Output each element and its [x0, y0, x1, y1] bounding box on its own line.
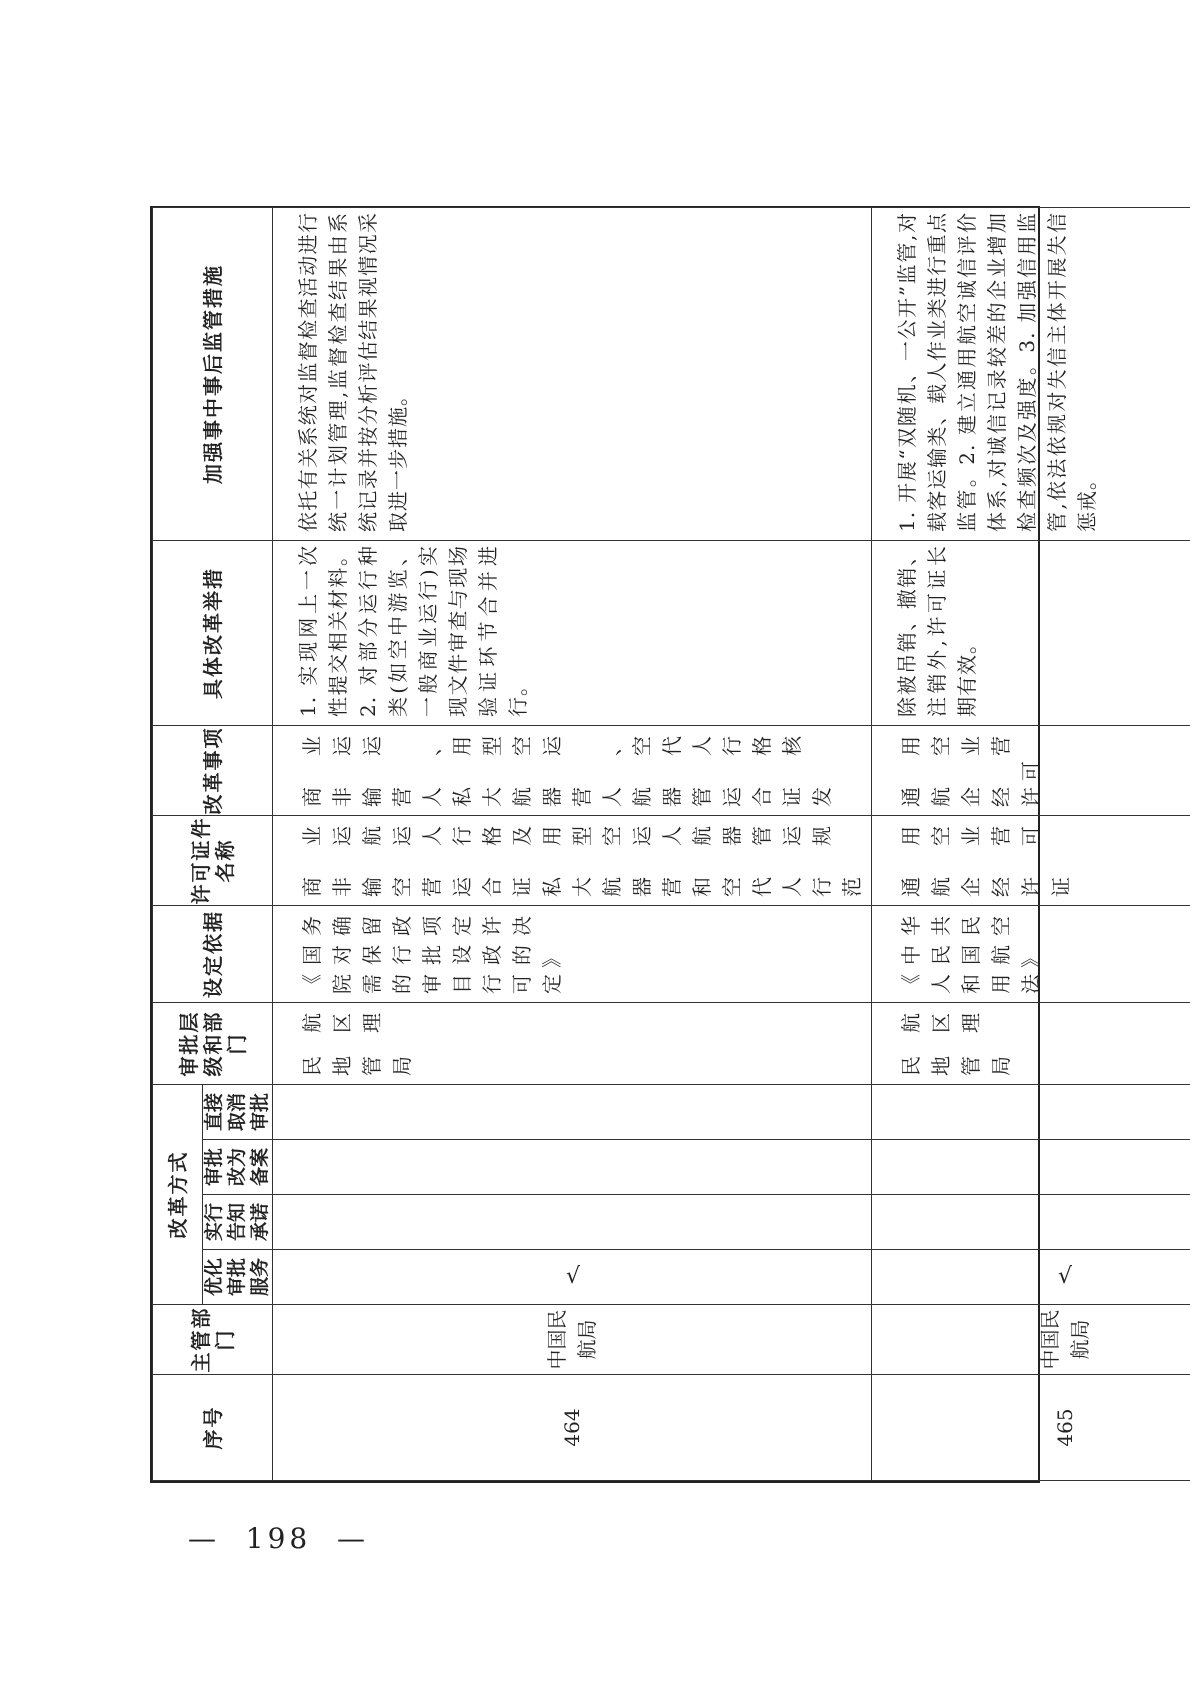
row-method-optimize — [273, 1250, 872, 1305]
header-level: 审批层级和部门 — [153, 1003, 273, 1085]
header-measures: 具体改革举措 — [153, 541, 273, 726]
row-basis: 《国务院对确需保留的行政审批项目设定行政许可的决定》 — [273, 906, 872, 1003]
row-measures: 1. 实现网上一次性提交相关材料。2. 对部分运行种类(如空中游览、一般商业运行)实现文件审查与现场验证环节合并进行。 — [273, 541, 872, 726]
header-row-1 — [153, 208, 203, 1481]
row-level: 民航地区管理局 — [872, 1003, 1190, 1085]
row-supervision: 依托有关系统对监督检查活动进行统一计划管理,监督检查结果由系统记录并按分析评估结果视情况采取进一步措施。 — [273, 208, 872, 541]
table-row — [273, 208, 872, 1481]
row-method-cancel — [872, 1085, 1190, 1140]
header-method-optimize: 优化审批服务 — [203, 1250, 273, 1305]
row-dept: 中国民航局 — [273, 1305, 872, 1375]
row-method-cancel — [273, 1085, 872, 1140]
row-supervision: 1. 开展“双随机、一公开”监管,对载客运输类、载人作业类进行重点监管。2. 建立通用航空诚信评价体系,对诚信记录较差的企业增加检查频次及强度。3. 加强信用监管,依法依规对失信主体开展失信惩戒。 — [872, 208, 1190, 541]
table-row — [872, 208, 1190, 1481]
row-license: 通用航空企业经营许可证 — [872, 816, 1190, 906]
header-method-record: 审批改为备案 — [203, 1140, 273, 1195]
row-item: 通用航空企业经营许可 — [872, 726, 1190, 816]
header-method-cancel: 直接取消审批 — [203, 1085, 273, 1140]
row-method-optimize — [872, 1250, 1190, 1305]
rotated-table — [152, 208, 1099, 1481]
row-level: 民航地区管理局 — [273, 1003, 872, 1085]
row-dept: 中国民航局 — [872, 1305, 1190, 1375]
page-number: — 198 — — [188, 1522, 370, 1555]
header-seq: 序号 — [153, 1375, 273, 1481]
header-method-notify: 实行告知承诺 — [203, 1195, 273, 1250]
row-method-record — [273, 1140, 872, 1195]
header-item: 改革事项 — [153, 726, 273, 816]
row-method-notify — [273, 1195, 872, 1250]
header-license: 许可证件名称 — [153, 816, 273, 906]
check-mark: √ — [565, 1264, 580, 1289]
row-seq: 465 — [872, 1375, 1190, 1481]
check-mark: √ — [1057, 1264, 1073, 1289]
row-basis: 《中华人民共和国民用航空法》 — [872, 906, 1190, 1003]
header-dept: 主管部门 — [153, 1305, 273, 1375]
row-item: 商业非运输运营人、私用大型航空器运营人、航空器代管人运行合格证核发 — [273, 726, 872, 816]
row-measures: 除被吊销、撤销、注销外,许可证长期有效。 — [872, 541, 1190, 726]
row-method-record — [872, 1140, 1190, 1195]
header-basis: 设定依据 — [153, 906, 273, 1003]
row-license: 商业非运输航空运营人运行合格证及私用大型航空器运营人和航空器代管人运行规范 — [273, 816, 872, 906]
header-supervision: 加强事中事后监管措施 — [153, 208, 273, 541]
policy-table — [150, 206, 1099, 1483]
header-method: 改革方式 — [153, 1085, 203, 1305]
row-seq: 464 — [273, 1375, 872, 1481]
row-method-notify — [872, 1195, 1190, 1250]
